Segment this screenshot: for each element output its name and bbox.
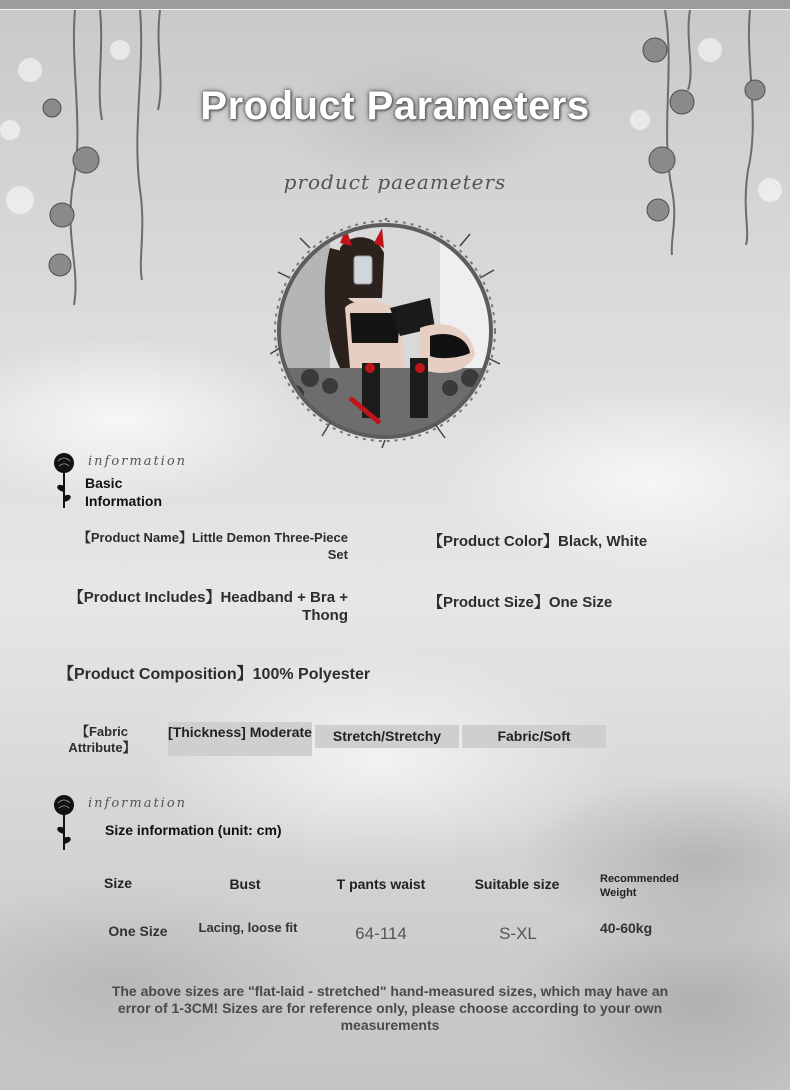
page-subtitle: product paeameters xyxy=(283,170,507,194)
basic-info-script: information xyxy=(88,454,188,469)
size-header-size: Size xyxy=(103,875,132,891)
size-header-waist: T pants waist xyxy=(336,876,426,892)
rose-icon xyxy=(50,794,78,852)
size-header-suitable: Suitable size xyxy=(474,876,560,892)
basic-info-label: Basic Information xyxy=(85,475,162,509)
fabric-stretch: Stretch/Stretchy xyxy=(315,725,459,748)
rose-icon xyxy=(50,452,78,510)
size-header-weight: Recommended Weight xyxy=(600,873,679,899)
top-bar xyxy=(0,0,790,10)
size-value-bust: Lacing, loose fit xyxy=(198,920,298,935)
size-value-size: One Size xyxy=(108,923,168,939)
size-info-script: information xyxy=(88,796,188,811)
product-includes: 【Product Includes】Headband + Bra + Thong xyxy=(68,589,348,624)
right-rose-vine-decoration xyxy=(600,10,790,260)
left-rose-vine-decoration xyxy=(0,10,200,310)
product-name: 【Product Name】Little Demon Three-Piece Set xyxy=(77,530,348,562)
size-value-weight: 40-60kg xyxy=(600,920,653,936)
fabric-attribute-label: 【Fabric Attribute】 xyxy=(68,724,136,755)
fabric-softness: Fabric/Soft xyxy=(462,725,606,748)
measurement-note: The above sizes are "flat-laid - stretched" hand-measured sizes, which may have an error of 1-3CM! Sizes are for reference only, please choose according to your own measurements xyxy=(111,983,669,1033)
size-header-bust: Bust xyxy=(229,876,261,892)
size-value-waist: 64-114 xyxy=(355,924,407,943)
product-size: 【Product Size】One Size xyxy=(428,594,613,611)
product-composition: 【Product Composition】100% Polyester xyxy=(58,666,371,683)
product-photo-illustration xyxy=(270,218,500,448)
product-color: 【Product Color】Black, White xyxy=(428,533,648,550)
product-photo xyxy=(270,218,500,448)
size-value-suitable: S-XL xyxy=(499,924,537,943)
page-title: Product Parameters xyxy=(200,84,590,128)
size-info-label: Size information (unit: cm) xyxy=(105,822,282,838)
fabric-thickness: [Thickness] Moderate xyxy=(168,722,312,756)
